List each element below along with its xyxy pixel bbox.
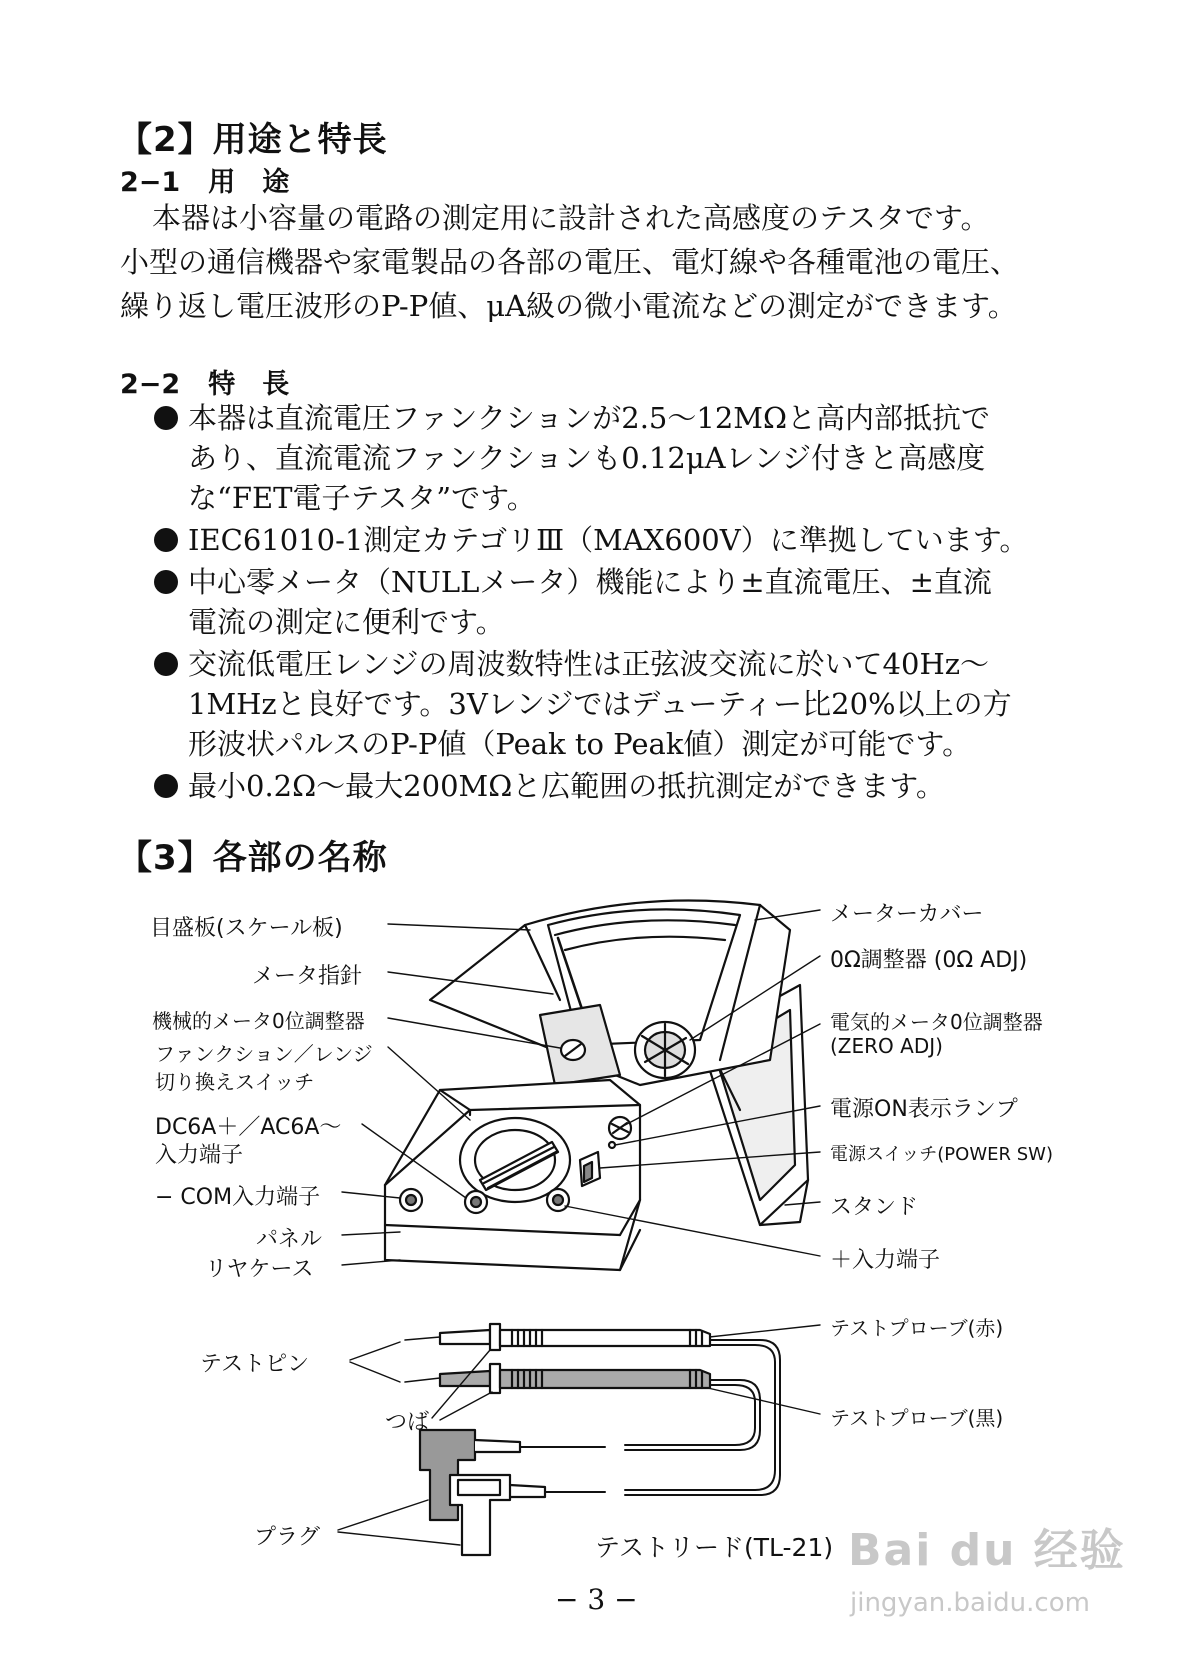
subsection-number: 2−2 <box>120 369 181 400</box>
label-power-switch: 電源スイッチ(POWER SW) <box>830 1144 1053 1165</box>
feature-line: IEC61010-1測定カテゴリⅢ（MAX600V）に準拠しています。 <box>188 523 1029 557</box>
label-probe-black: テストプローブ(黒) <box>830 1406 1004 1430</box>
section-2-heading: 【2】用途と特長 <box>118 120 388 160</box>
label-power-lamp: 電源ON表示ランプ <box>830 1097 1018 1122</box>
label-test-pin: テストピン <box>200 1352 310 1377</box>
label-electrical-zero-adjuster-line2: (ZERO ADJ) <box>830 1034 943 1058</box>
feature-line: 電流の測定に便利です。 <box>188 605 505 639</box>
test-leads-drawing <box>338 1324 780 1555</box>
label-meter-cover: メーターカバー <box>830 902 984 927</box>
label-dc6a-terminal-line2: 入力端子 <box>155 1143 244 1168</box>
watermark-url: jingyan.baidu.com <box>850 1588 1090 1618</box>
label-stand: スタンド <box>830 1195 919 1220</box>
feature-line: 交流低電圧レンジの周波数特性は正弦波交流に於いて40Hz〜 <box>188 647 990 681</box>
label-ohm-adjuster: 0Ω調整器 (0Ω ADJ) <box>830 948 1028 973</box>
watermark-logo: Bai du 经验 <box>848 1525 1126 1576</box>
label-com-terminal: − COM入力端子 <box>155 1185 321 1210</box>
label-scale-plate: 目盛板(スケール板) <box>150 916 343 941</box>
label-mechanical-zero-adjuster: 機械的メータ0位調整器 <box>152 1009 365 1033</box>
subsection-title: 用 途 <box>208 167 290 198</box>
label-plug: プラグ <box>254 1525 321 1550</box>
subsection-title: 特 長 <box>208 369 290 400</box>
label-electrical-zero-adjuster: 電気的メータ0位調整器 <box>830 1010 1043 1034</box>
label-function-switch-line2: 切り換えスイッチ <box>155 1070 315 1094</box>
label-tsuba: つば <box>385 1410 430 1435</box>
paragraph-line: 本器は小容量の電路の測定用に設計された高感度のテスタです。 <box>152 201 990 235</box>
label-panel: パネル <box>256 1227 323 1252</box>
feature-line: な“FET電子テスタ”です。 <box>188 481 536 515</box>
label-probe-red: テストプローブ(赤) <box>830 1316 1004 1340</box>
label-pointer: メータ指針 <box>252 964 363 989</box>
label-dc6a-terminal: DC6A＋／AC6A〜 <box>155 1115 342 1140</box>
page-number: − 3 − <box>555 1583 638 1616</box>
label-function-switch: ファンクション／レンジ <box>155 1042 373 1066</box>
feature-line: 最小0.2Ω〜最大200MΩと広範囲の抵抗測定ができます。 <box>188 769 945 803</box>
paragraph-line: 繰り返し電圧波形のP-P値、μA級の微小電流などの測定ができます。 <box>120 289 1017 323</box>
feature-line: あり、直流電流ファンクションも0.12μAレンジ付きと高感度 <box>188 441 986 475</box>
feature-line: 中心零メータ（NULLメータ）機能により±直流電圧、±直流 <box>188 565 992 599</box>
section-3-heading: 【3】各部の名称 <box>118 838 388 878</box>
label-test-lead: テストリード(TL-21) <box>595 1533 834 1562</box>
paragraph-line: 小型の通信機器や家電製品の各部の電圧、電灯線や各種電池の電圧、 <box>120 245 1020 279</box>
subsection-number: 2−1 <box>120 167 181 198</box>
feature-line: 1MHzと良好です。3Vレンジではデューティー比20%以上の方 <box>188 687 1012 721</box>
tester-body-drawing <box>385 1080 640 1270</box>
feature-line: 形波状パルスのP-P値（Peak to Peak値）測定が可能です。 <box>188 727 972 761</box>
feature-line: 本器は直流電圧ファンクションが2.5〜12MΩと高内部抵抗で <box>188 401 991 435</box>
label-plus-terminal: ＋入力端子 <box>830 1248 941 1273</box>
label-rear-case: リヤケース <box>205 1257 314 1282</box>
ohm-adjust-knob-drawing <box>635 1022 695 1078</box>
